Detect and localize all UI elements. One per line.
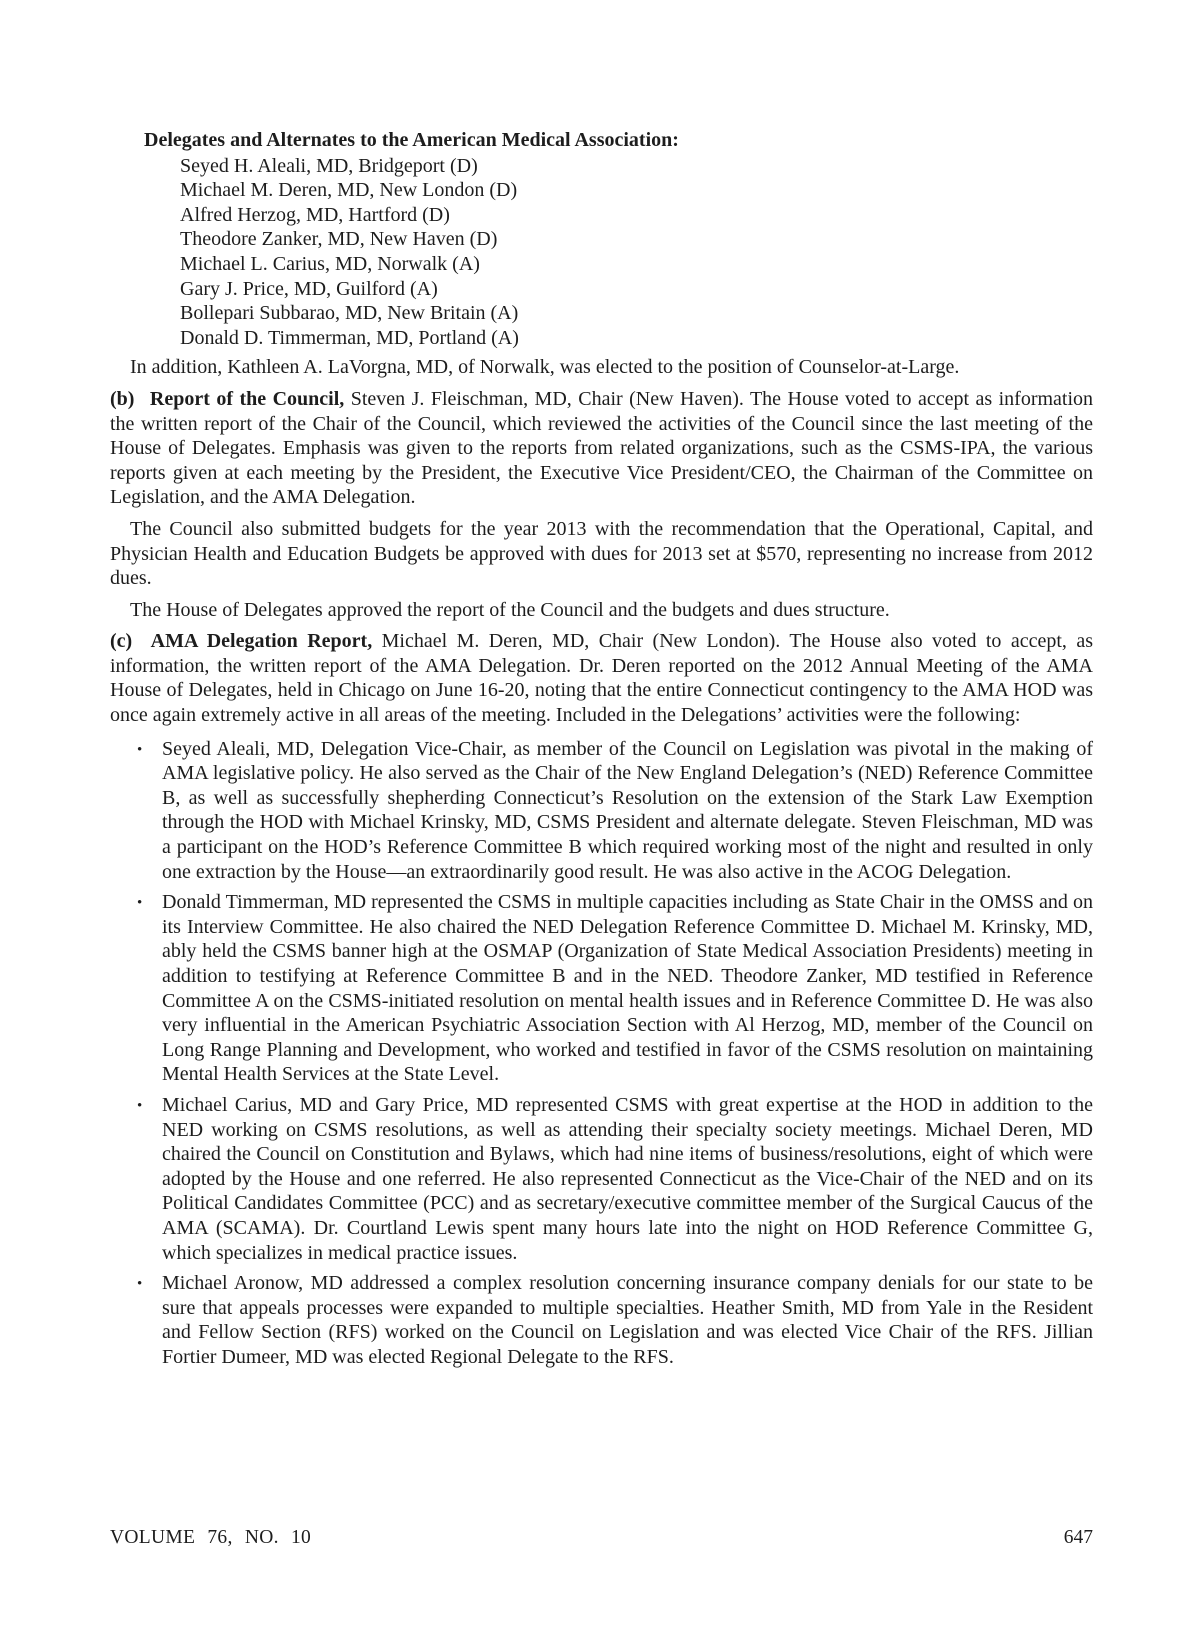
section-label-b: (b) [110, 387, 135, 410]
delegation-activities-list [110, 737, 1093, 1370]
page-footer [110, 1527, 1093, 1549]
page-body [110, 128, 1093, 1370]
activity-text: Seyed Aleali, MD, Delegation Vice-Chair, as member of the Council on Legislation was pivotal in the making of AMA legislative policy. He also served as the Chair of the New England Delegation’s (NED) Reference Committee B, as well as successfully shepherding Connecticut’s Resolution on the extension of the Stark Law Exemption through the HOD with Michael Krinsky, MD, CSMS President and alternate delegate. Steven Fleischman, MD was a participant on the HOD’s Reference Committee B which required working most of the night and resulted in only one extraction by the House—an extraordinarily good result. He was also active in the ACOG Delegation. [162, 737, 1093, 883]
activity-text: Michael Aronow, MD addressed a complex resolution concerning insurance company denials for our state to be sure that appeals processes were expanded to multiple specialties. Heather Smith, MD from Yale in the Resident and Fellow Section (RFS) worked on the Council on Legislation and was elected Vice Chair of the RFS. Jillian Fortier Dumeer, MD was elected Regional Delegate to the RFS. [162, 1272, 1093, 1368]
ama-delegation-text: Michael M. Deren, MD, Chair (New London). The House also voted to accept, as information, the written report of the AMA Delegation. Dr. Deren reported on the 2012 Annual Meeting of the AMA House of Delegates, held in Chicago on June 16-20, noting that the entire Connecticut contingency to the AMA HOD was once again extremely active in all areas of the meeting. Included in the Delegations’ activities were the following: [110, 630, 1093, 727]
report-of-council-title: Report of the Council, [149, 387, 345, 410]
delegate-name: Bollepari Subbarao, MD, New Britain (A) [180, 302, 519, 325]
activity-item [110, 890, 1093, 1087]
delegate-name: Gary J. Price, MD, Guilford (A) [180, 277, 438, 300]
activity-item [110, 1093, 1093, 1265]
activity-item [110, 1271, 1093, 1369]
delegate-name-list [110, 154, 1093, 351]
counselor-at-large-paragraph: In addition, Kathleen A. LaVorgna, MD, of Norwalk, was elected to the position of Counselor-at-Large. [130, 356, 960, 379]
delegates-heading: Delegates and Alternates to the American Medical Association: [144, 129, 679, 151]
delegate-name: Donald D. Timmerman, MD, Portland (A) [180, 326, 519, 349]
delegate-name: Michael L. Carius, MD, Norwalk (A) [180, 252, 480, 275]
approval-paragraph: The House of Delegates approved the report of the Council and the budgets and dues structure. [130, 598, 890, 621]
page-number: 647 [1063, 1527, 1093, 1548]
delegate-name: Michael M. Deren, MD, New London (D) [180, 179, 518, 202]
activity-item [110, 737, 1093, 885]
report-of-council-paragraph [110, 387, 1093, 510]
delegate-name: Alfred Herzog, MD, Hartford (D) [180, 203, 450, 226]
section-label-c: (c) [110, 630, 133, 653]
delegate-name: Seyed H. Aleali, MD, Bridgeport (D) [180, 154, 478, 177]
report-of-council-text: Steven J. Fleischman, MD, Chair (New Haven). The House voted to accept as information the written report of the Chair of the Council, which reviewed the activities of the Council since the last meeting of the House of Delegates. Emphasis was given to the reports from related organizations, such as the CSMS-IPA, the various reports given at each meeting by the President, the Executive Vice President/CEO, the Chairman of the Committee on Legislation, and the AMA Delegation. [110, 387, 1094, 509]
bullet-icon: • [137, 1276, 143, 1293]
bullet-icon: • [137, 895, 143, 912]
volume-number-label: VOLUME 76, NO. 10 [110, 1527, 312, 1548]
bullet-icon: • [137, 741, 143, 758]
budget-paragraph: The Council also submitted budgets for the year 2013 with the recommendation that the Operational, Capital, and Physician Health and Education Budgets be approved with dues for 2013 set at $570, representing no increase from 2012 dues. [110, 517, 1093, 590]
activity-text: Michael Carius, MD and Gary Price, MD represented CSMS with great expertise at the HOD in addition to the NED working on CSMS resolutions, as well as attending their specialty society meetings. Michael Deren, MD chaired the Council on Constitution and Bylaws, which had nine items of business/resolutions, eight of which were adopted by the House and one referred. He also represented Connecticut as the Vice-Chair of the NED and on its Political Candidates Committee (PCC) and as secretary/executive committee member of the Surgical Caucus of the AMA (SCAMA). Dr. Courtland Lewis spent many hours late into the night on HOD Reference Committee G, which specializes in medical practice issues. [162, 1093, 1093, 1264]
ama-delegation-paragraph [110, 629, 1093, 727]
delegate-name: Theodore Zanker, MD, New Haven (D) [180, 228, 498, 251]
delegates-section [110, 128, 1093, 380]
ama-delegation-title: AMA Delegation Report, [150, 630, 373, 653]
bullet-icon: • [137, 1097, 143, 1114]
activity-text: Donald Timmerman, MD represented the CSMS in multiple capacities including as State Chair in the OMSS and on its Interview Committee. He also chaired the NED Delegation Reference Committee D. Michael M. Krinsky, MD, ably held the CSMS banner high at the OSMAP (Organization of State Medical Association Presidents) meeting in addition to testifying at Reference Committee B and in the NED. Theodore Zanker, MD testified in Reference Committee A on the CSMS-initiated resolution on mental health issues and in Reference Committee D. He was also very influential in the American Psychiatric Association Section with Al Herzog, MD, member of the Council on Long Range Planning and Development, who worked and testified in favor of the CSMS resolution on maintaining Mental Health Services at the State Level. [162, 891, 1093, 1086]
